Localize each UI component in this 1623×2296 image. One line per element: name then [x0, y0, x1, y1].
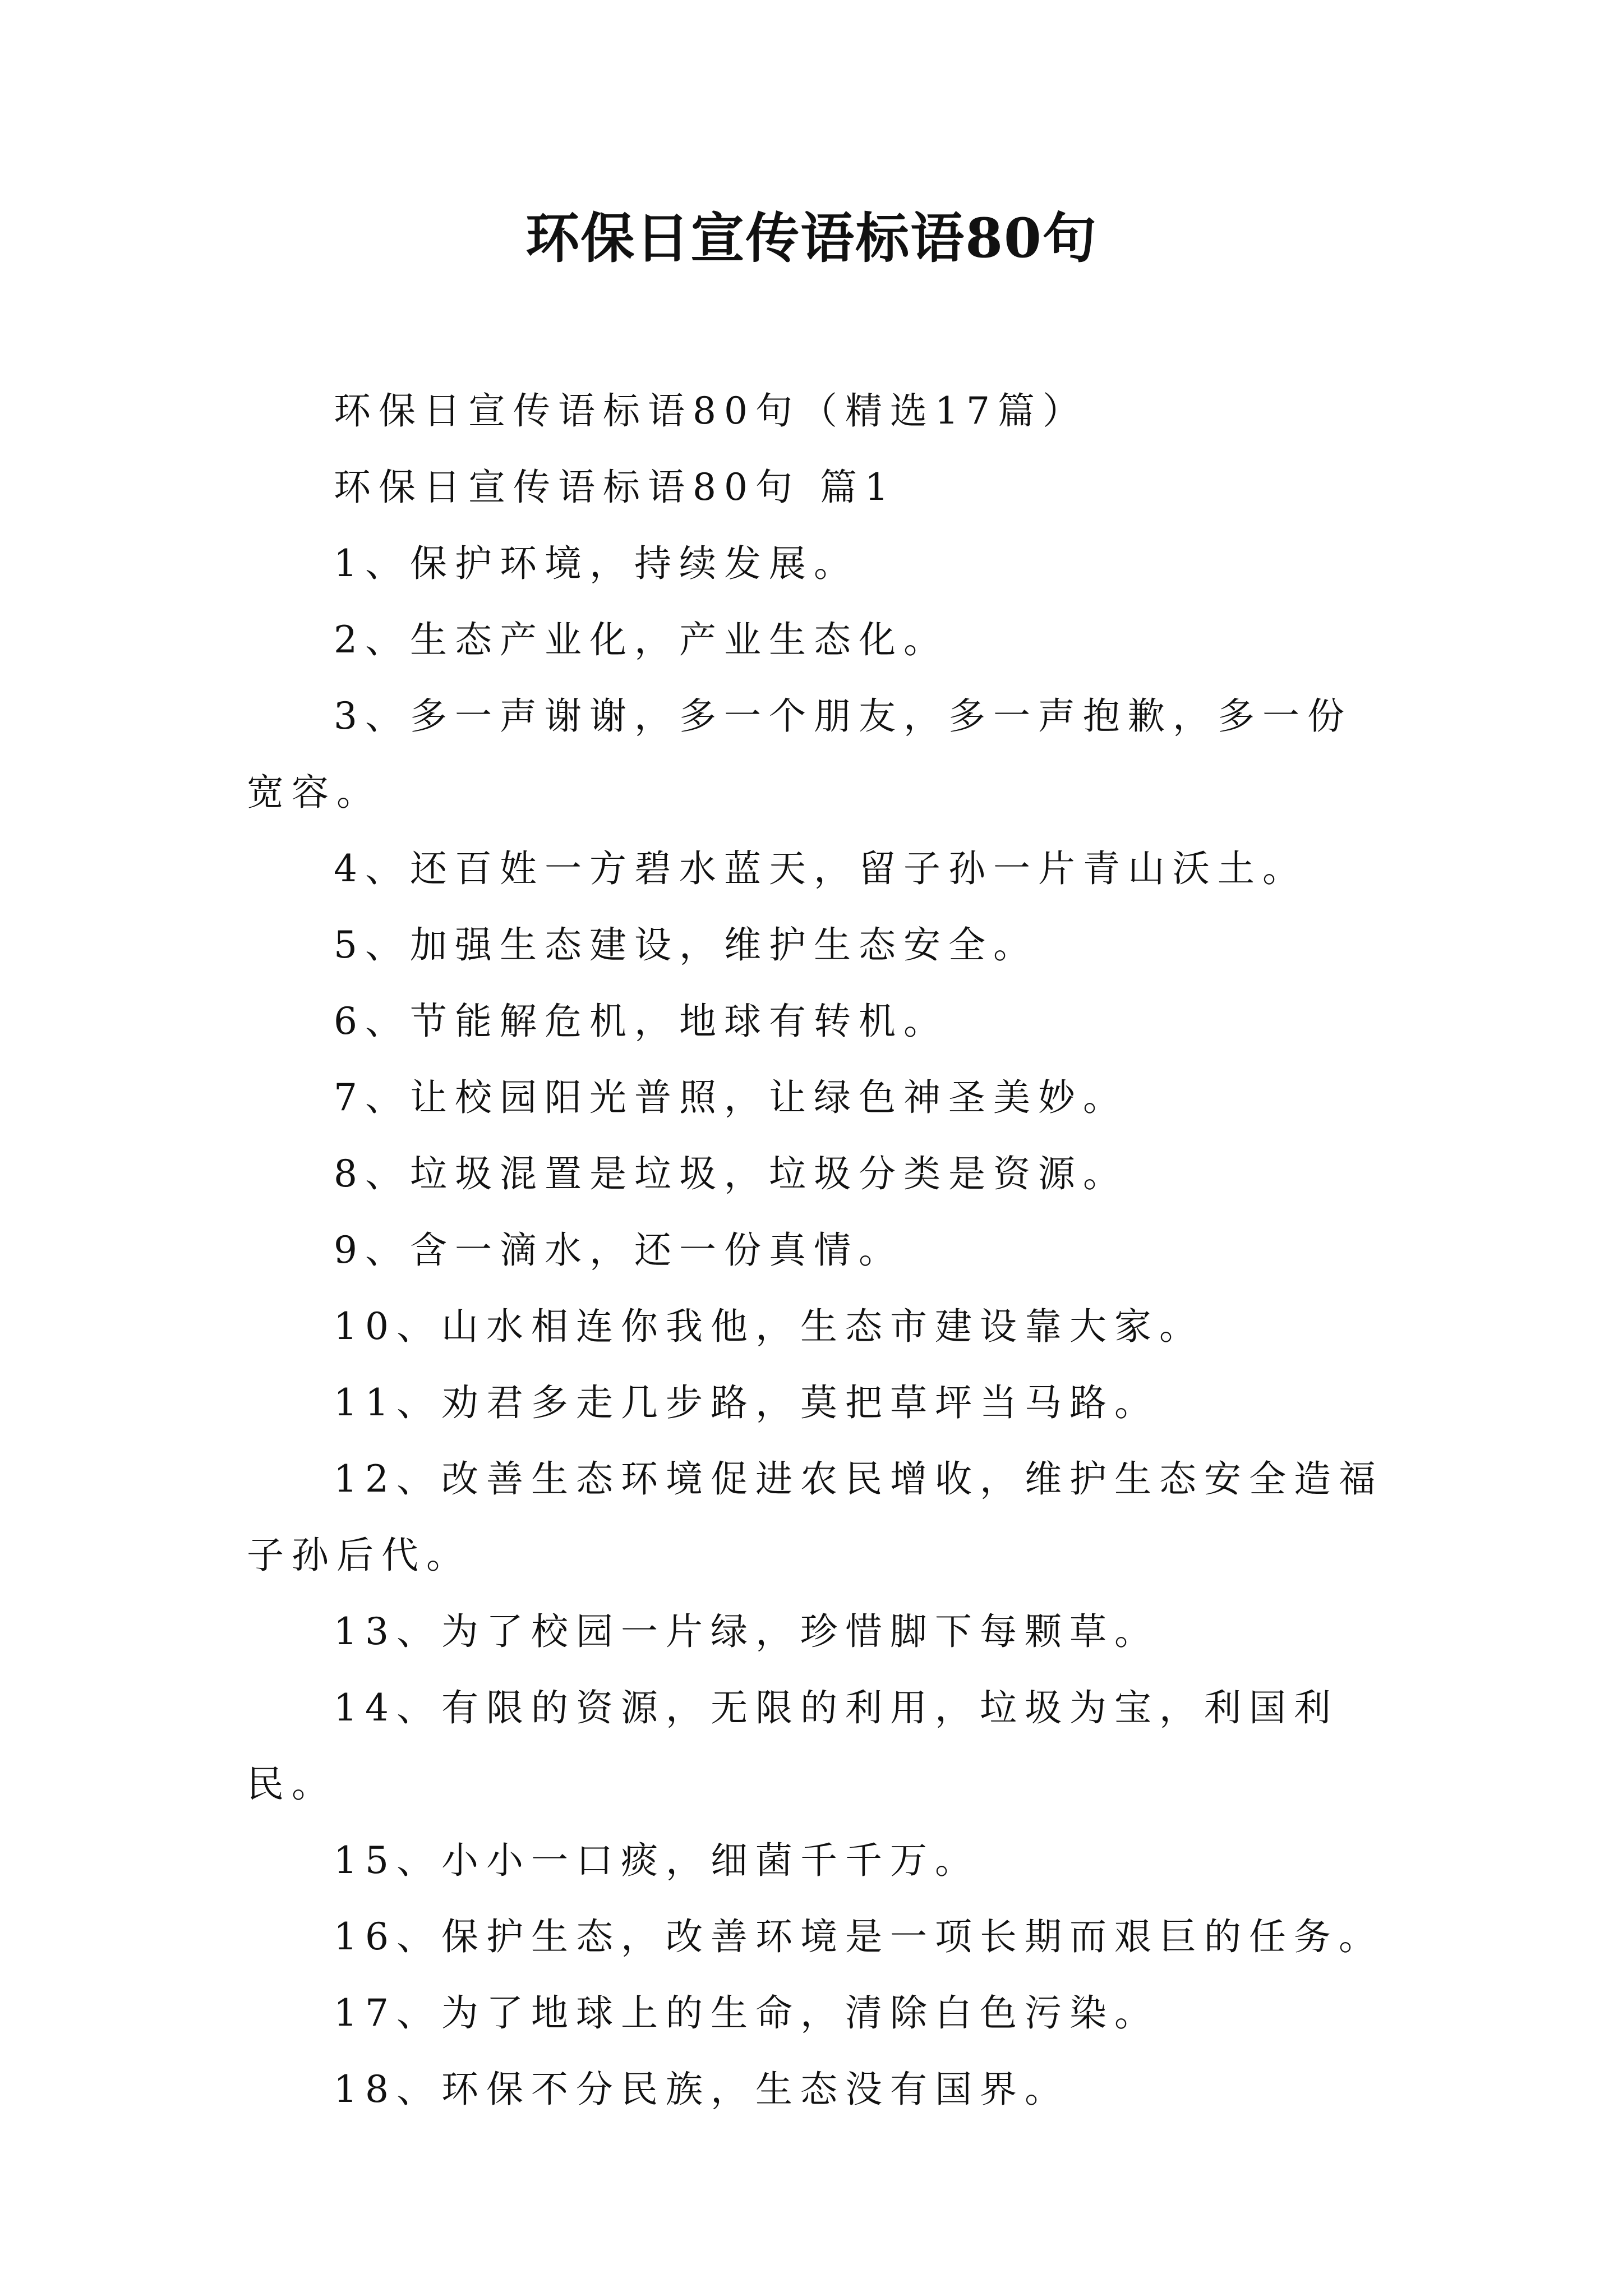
slogan-item: 6、节能解危机，地球有转机。 — [334, 1000, 948, 1043]
paragraph-subtitle: 环保日宣传语标语80句（精选17篇） — [334, 389, 1087, 432]
slogan-item: 12、改善生态环境促进农民增收，维护生态安全造福子孙后代。 — [247, 1457, 1384, 1577]
slogan-item: 11、劝君多走几步路，莫把草坪当马路。 — [334, 1381, 1159, 1424]
slogan-item: 8、垃圾混置是垃圾，垃圾分类是资源。 — [334, 1152, 1128, 1195]
slogan-item: 4、还百姓一方碧水蓝天，留子孙一片青山沃土。 — [334, 847, 1307, 890]
slogan-item: 1、保护环境，持续发展。 — [334, 542, 859, 585]
slogan-item: 7、让校园阳光普照，让绿色神圣美妙。 — [334, 1076, 1128, 1119]
slogan-item: 15、小小一口痰，细菌千千万。 — [334, 1839, 980, 1882]
slogan-item: 9、含一滴水，还一份真情。 — [334, 1228, 903, 1272]
slogan-item: 17、为了地球上的生命，清除白色污染。 — [334, 1991, 1159, 2035]
slogan-item: 10、山水相连你我他，生态市建设靠大家。 — [334, 1305, 1204, 1348]
slogan-item: 16、保护生态，改善环境是一项长期而艰巨的任务。 — [334, 1915, 1384, 1958]
slogan-item: 3、多一声谢谢，多一个朋友，多一声抱歉，多一份宽容。 — [247, 694, 1352, 814]
slogan-item: 14、有限的资源，无限的利用，垃圾为宝，利国利民。 — [247, 1686, 1339, 1806]
slogan-item: 2、生态产业化，产业生态化。 — [334, 618, 948, 661]
slogan-item: 5、加强生态建设，维护生态安全。 — [334, 923, 1038, 967]
document-title: 环保日宣传语标语80句 — [525, 206, 1098, 270]
document-body — [247, 373, 1396, 2128]
paragraph-section-heading: 环保日宣传语标语80句 篇1 — [334, 466, 896, 509]
slogan-item: 13、为了校园一片绿，珍惜脚下每颗草。 — [334, 1610, 1159, 1653]
slogan-item: 18、环保不分民族，生态没有国界。 — [334, 2068, 1069, 2111]
